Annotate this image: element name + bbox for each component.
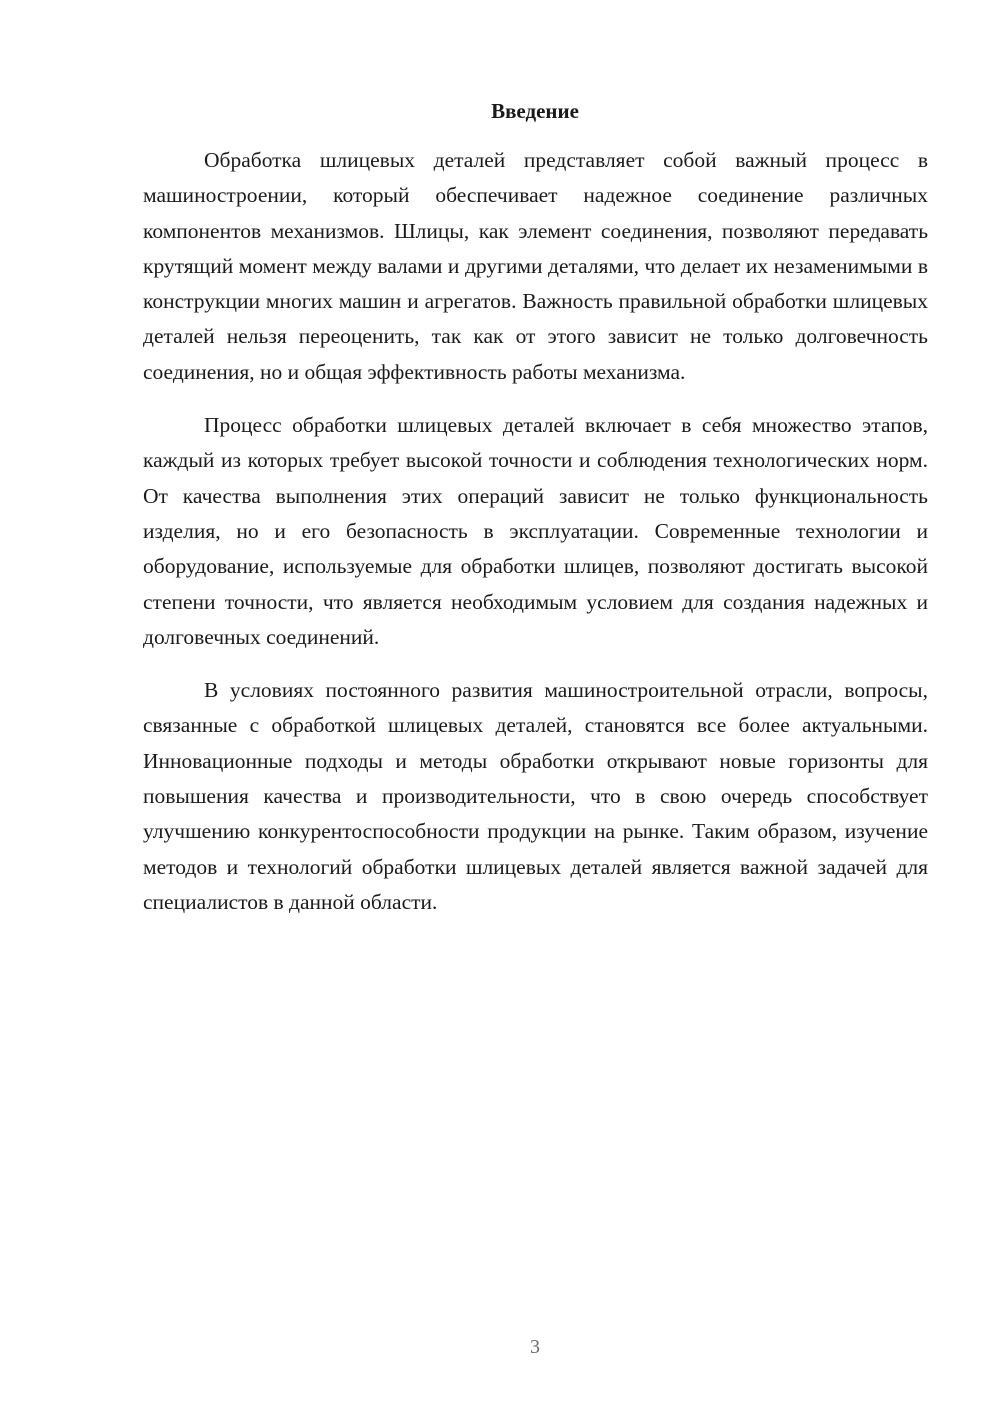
paragraph-1: Обработка шлицевых деталей представляет собой важный процесс в машиностроении, который обеспечивает надежное соединение различных компонентов механизмов. Шлицы, как элемент соединения, позволяют передавать крутящий момент между валами и другими деталями, что делает их незаменимыми в конструкции многих машин и агрегатов. Важность правильной обработки шлицевых деталей нельзя переоценить, так как от этого зависит не только долговечность соединения, но и общая эффективность работы механизма. [143,148,928,384]
page-title: Введение [491,99,579,123]
page-number: 3 [530,1336,540,1358]
paragraph-3: В условиях постоянного развития машиностроительной отрасли, вопросы, связанные с обработкой шлицевых деталей, становятся все более актуальными. Инновационные подходы и методы обработки открывают новые горизонты для повышения качества и производительности, что в свою очередь способствует улучшению конкурентоспособности продукции на рынке. Таким образом, изучение методов и технологий обработки шлицевых деталей является важной задачей для специалистов в данной области. [143,678,928,914]
document-body [143,143,928,920]
paragraph-2: Процесс обработки шлицевых деталей включает в себя множество этапов, каждый из которых требует высокой точности и соблюдения технологических норм. От качества выполнения этих операций зависит не только функциональность изделия, но и его безопасность в эксплуатации. Современные технологии и оборудование, используемые для обработки шлицев, позволяют достигать высокой степени точности, что является необходимым условием для создания надежных и долговечных соединений. [143,413,928,649]
